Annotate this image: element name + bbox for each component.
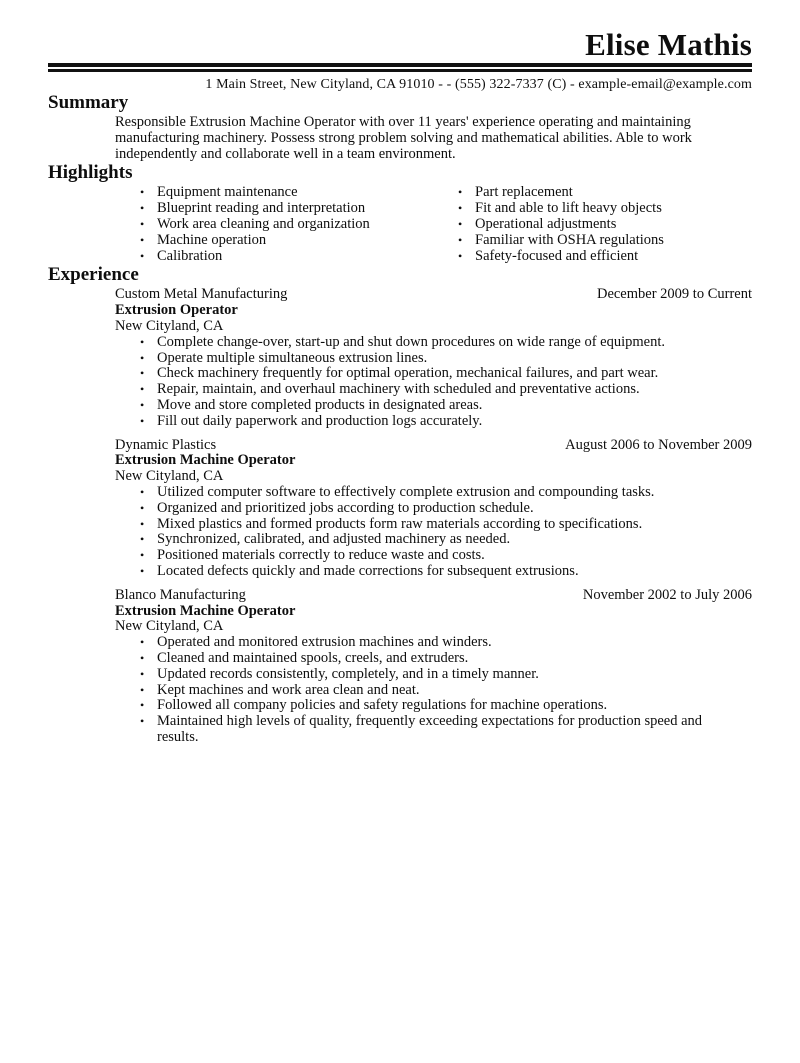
highlight-text: Work area cleaning and organization [157, 215, 370, 232]
job-bullet-text: Positioned materials correctly to reduce waste and costs. [157, 547, 485, 564]
highlight-item [140, 233, 458, 249]
job-header [115, 287, 752, 303]
bullet-icon: • [140, 563, 145, 578]
job-bullet [140, 351, 740, 367]
bullet-icon: • [140, 413, 145, 428]
job-bullet [140, 698, 740, 714]
bullet-icon: • [458, 216, 463, 231]
job-bullet-text: Utilized computer software to effectively complete extrusion and compounding tasks. [157, 483, 655, 500]
bullet-icon: • [140, 650, 145, 665]
job-entry [115, 287, 752, 429]
job-location: New Cityland, CA [115, 618, 224, 635]
contact-line: 1 Main Street, New Cityland, CA 91010 - - (555) 322-7337 (C) - example-email@example.com [205, 77, 752, 92]
highlights-column-1 [140, 185, 458, 264]
job-bullet-text: Complete change-over, start-up and shut down procedures on wide range of equipment. [157, 333, 665, 350]
job-entry [115, 438, 752, 580]
highlight-item [140, 201, 458, 217]
highlight-item [140, 217, 458, 233]
bullet-icon: • [458, 232, 463, 247]
bullet-icon: • [140, 682, 145, 697]
bullet-icon: • [140, 201, 145, 216]
job-bullet [140, 651, 740, 667]
highlight-text: Fit and able to lift heavy objects [475, 200, 662, 217]
job-location: New Cityland, CA [115, 468, 224, 485]
bullet-icon: • [458, 185, 463, 200]
job-bullet [140, 683, 740, 699]
job-header [115, 438, 752, 454]
bullet-icon: • [140, 248, 145, 263]
bullet-icon: • [140, 366, 145, 381]
bullet-icon: • [140, 532, 145, 547]
job-bullet-text: Followed all company policies and safety regulations for machine operations. [157, 697, 608, 714]
job-dates: November 2002 to July 2006 [582, 586, 752, 603]
bullet-icon: • [140, 516, 145, 531]
job-bullet-text: Repair, maintain, and overhaul machinery with scheduled and preventative actions. [157, 381, 640, 398]
job-title: Extrusion Operator [115, 302, 238, 319]
job-bullet [140, 501, 740, 517]
job-company: Blanco Manufacturing [115, 586, 246, 603]
job-bullet [140, 398, 740, 414]
job-company: Custom Metal Manufacturing [115, 286, 288, 303]
highlight-item [458, 185, 752, 201]
job-bullet [140, 548, 740, 564]
job-dates: December 2009 to Current [596, 286, 752, 303]
bullet-icon: • [140, 350, 145, 365]
bullet-icon: • [140, 216, 145, 231]
highlight-item [458, 249, 752, 265]
highlights-columns [140, 185, 752, 264]
job-bullet-text: Operate multiple simultaneous extrusion lines. [157, 349, 428, 366]
job-bullet [140, 485, 740, 501]
highlights-list-1 [140, 185, 458, 264]
job-title: Extrusion Machine Operator [115, 452, 296, 469]
bullet-icon: • [458, 201, 463, 216]
bullet-icon: • [140, 382, 145, 397]
job-bullet [140, 414, 740, 430]
summary-heading: Summary [48, 92, 129, 113]
bullet-icon: • [140, 484, 145, 499]
bullet-icon: • [140, 635, 145, 650]
job-bullet-text: Operated and monitored extrusion machines and winders. [157, 634, 492, 651]
resume-name: Elise Mathis [585, 27, 752, 62]
highlight-item [458, 217, 752, 233]
resume-page [0, 28, 800, 1063]
summary-text: Responsible Extrusion Machine Operator with over 11 years' experience operating and maintaining manufacturing machinery. Possess strong problem solving and mathematical abilities. Able to work independently and collaborate well in a team environment. [115, 114, 692, 162]
highlight-text: Equipment maintenance [157, 184, 298, 201]
job-bullet-text: Organized and prioritized jobs according to production schedule. [157, 499, 534, 516]
highlight-item [458, 233, 752, 249]
bullet-icon: • [140, 334, 145, 349]
bullet-icon: • [140, 397, 145, 412]
job-bullet-list [140, 335, 740, 430]
highlights-heading: Highlights [48, 162, 133, 184]
bullet-icon: • [140, 500, 145, 515]
job-bullet-text: Mixed plastics and formed products form raw materials according to specifications. [157, 515, 643, 532]
job-header [115, 588, 752, 604]
header-divider [48, 63, 752, 72]
job-bullet [140, 517, 740, 533]
highlight-text: Blueprint reading and interpretation [157, 200, 366, 217]
highlight-text: Operational adjustments [475, 215, 617, 232]
job-bullet [140, 564, 740, 580]
job-dates: August 2006 to November 2009 [565, 436, 752, 453]
job-bullet [140, 532, 740, 548]
highlight-text: Safety-focused and efficient [475, 247, 639, 264]
experience-heading: Experience [48, 264, 139, 286]
job-entry [115, 588, 752, 746]
job-company: Dynamic Plastics [115, 436, 217, 453]
job-bullet [140, 714, 740, 746]
highlights-list-2 [458, 185, 752, 264]
job-bullet-text: Cleaned and maintained spools, creels, and extruders. [157, 649, 469, 666]
bullet-icon: • [140, 232, 145, 247]
highlights-column-2 [458, 185, 752, 264]
job-bullet-text: Fill out daily paperwork and production logs accurately. [157, 412, 483, 429]
job-bullet-text: Kept machines and work area clean and neat. [157, 681, 420, 698]
highlight-text: Familiar with OSHA regulations [475, 231, 664, 248]
highlight-text: Machine operation [157, 231, 267, 248]
highlight-item [140, 249, 458, 265]
job-bullet-text: Located defects quickly and made corrections for subsequent extrusions. [157, 562, 579, 579]
job-bullet [140, 382, 740, 398]
job-location: New Cityland, CA [115, 317, 224, 334]
bullet-icon: • [140, 548, 145, 563]
highlight-text: Part replacement [475, 184, 573, 201]
job-bullet-text: Synchronized, calibrated, and adjusted machinery as needed. [157, 531, 511, 548]
job-bullet-text: Move and store completed products in designated areas. [157, 396, 483, 413]
job-bullet [140, 667, 740, 683]
job-bullet [140, 366, 740, 382]
job-bullet [140, 335, 740, 351]
job-bullet-list [140, 485, 740, 580]
job-bullet-text: Check machinery frequently for optimal operation, mechanical failures, and part wear. [157, 365, 659, 382]
highlight-item [140, 185, 458, 201]
highlight-text: Calibration [157, 247, 223, 264]
highlight-item [458, 201, 752, 217]
bullet-icon: • [140, 714, 145, 729]
job-bullet [140, 635, 740, 651]
bullet-icon: • [458, 248, 463, 263]
bullet-icon: • [140, 666, 145, 681]
job-bullet-text: Maintained high levels of quality, frequently exceeding expectations for production speed and results. [157, 713, 703, 745]
job-bullet-list [140, 635, 740, 746]
bullet-icon: • [140, 185, 145, 200]
bullet-icon: • [140, 698, 145, 713]
job-title: Extrusion Machine Operator [115, 602, 296, 619]
job-bullet-text: Updated records consistently, completely, and in a timely manner. [157, 665, 539, 682]
